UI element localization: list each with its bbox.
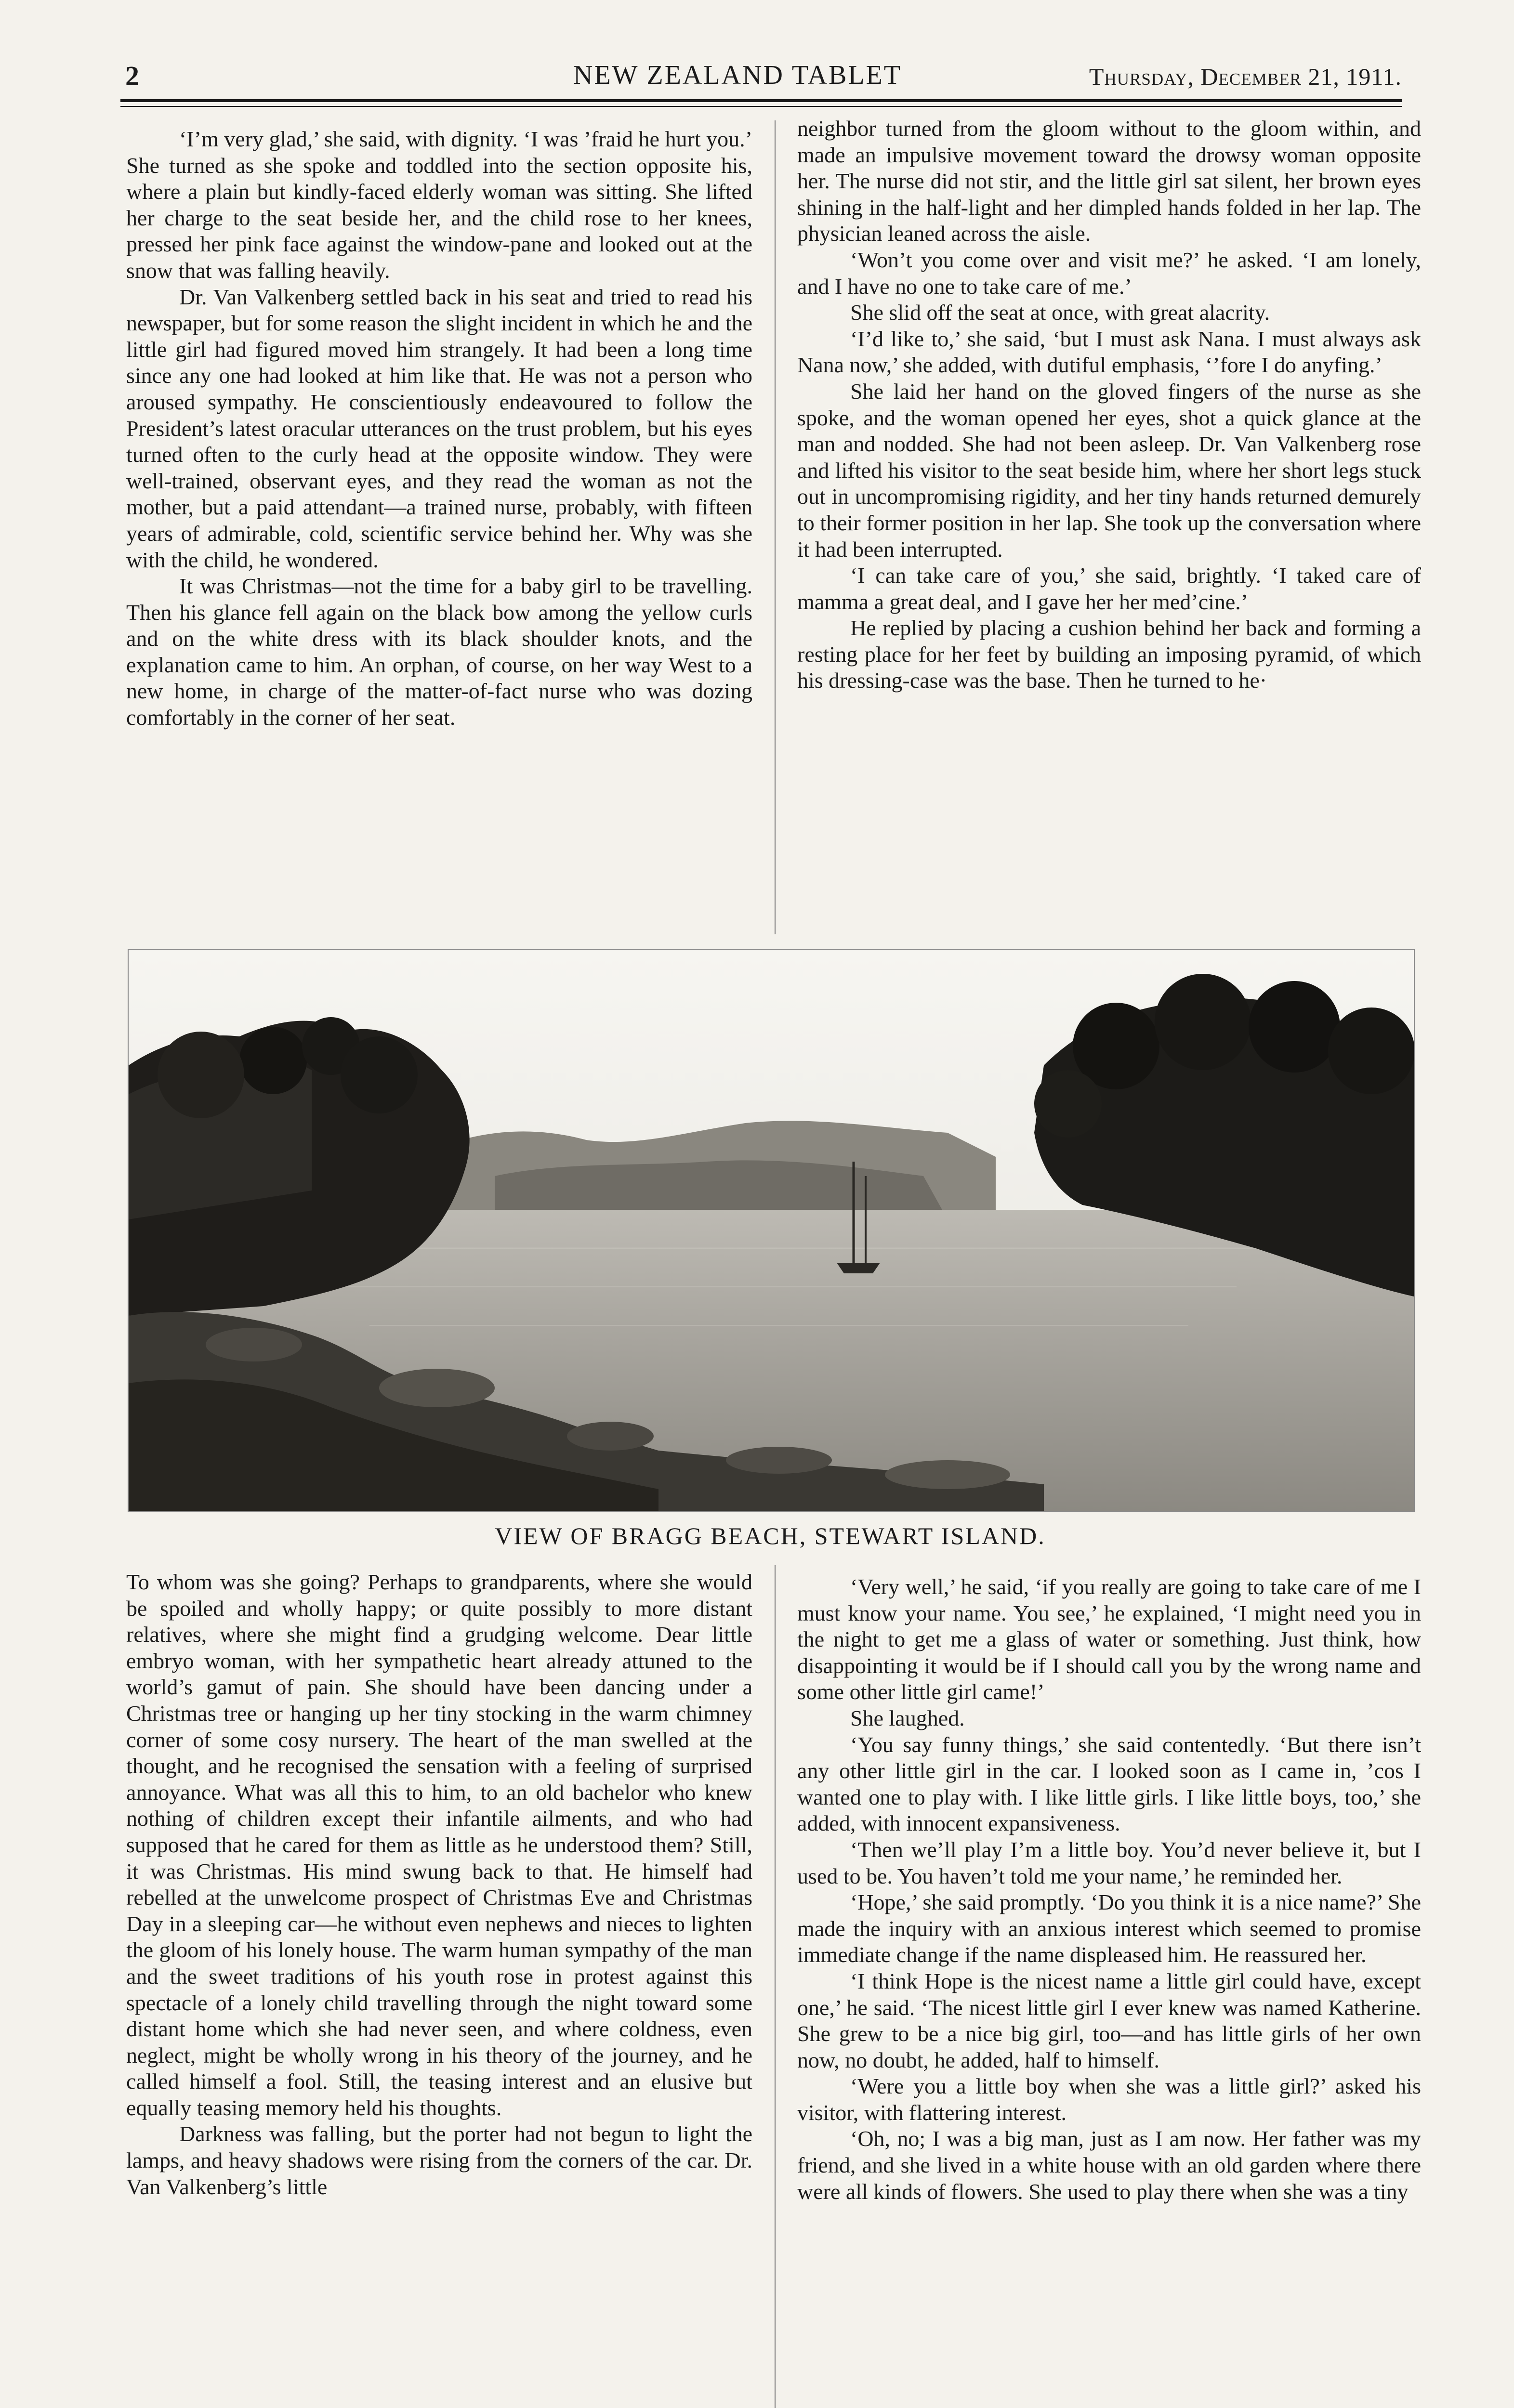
paragraph: Dr. Van Valkenberg settled back in his seat and tried to read his newspaper, but for some reason the slight incident in which he and the little girl had figured moved him strangely. It had been a long time since any one had looked at him like that. He was not a person who aroused sympathy. He conscientiously endeavoured to follow the President’s latest oracular utterances on the trust problem, but his eyes turned often to the curly head at the opposite window. They were well-trained, observant eyes, and they read the woman as not the mother, but a paid attendant—a trained nurse, probably, with fifteen years of admirable, cold, scientific service behind her. Why was she with the child, he wondered. bbox=[126, 284, 752, 572]
column-divider bbox=[775, 120, 776, 934]
paragraph: ‘I’m very glad,’ she said, with dignity. ‘I was ’fraid he hurt you.’ She turned as she spoke and toddled into the section opposite his, where a plain but kindly-faced elderly woman was sitting. She lifted her charge to the seat beside her, and the child rose to her knees, pressed her pink face against the window-pane and looked out at the snow that was falling heavily. bbox=[126, 127, 752, 283]
column-bottom-left bbox=[126, 1569, 752, 2200]
paragraph: She laid her hand on the gloved fingers of the nurse as she spoke, and the woman opened her eyes, shot a quick glance at the man and nodded. She had not been asleep. Dr. Van Valkenberg rose and lifted his visitor to the seat beside him, where her short legs stuck out in uncompromising rigidity, and her tiny hands returned demurely to their former position in her lap. She took up the conversation where it had been interrupted. bbox=[797, 379, 1421, 562]
header-rule bbox=[120, 99, 1402, 102]
paragraph: She slid off the seat at once, with great alacrity. bbox=[850, 300, 1270, 325]
page-header bbox=[120, 57, 1402, 95]
column-bottom-right bbox=[797, 1574, 1421, 2205]
column-top-right bbox=[797, 116, 1421, 694]
paragraph: ‘Were you a little boy when she was a little girl?’ asked his visitor, with flattering interest. bbox=[797, 2074, 1421, 2125]
landscape-photo bbox=[128, 949, 1415, 1512]
column-divider bbox=[775, 1565, 776, 2408]
publication-title: NEW ZEALAND TABLET bbox=[573, 60, 902, 90]
paragraph: ‘Then we’ll play I’m a little boy. You’d never believe it, but I used to be. You haven’t told me your name,’ he reminded her. bbox=[797, 1837, 1421, 1888]
paragraph: ‘Oh, no; I was a big man, just as I am now. Her father was my friend, and she lived in a white house with an old garden where there were all kinds of flowers. She used to play there when she was a tiny bbox=[797, 2126, 1421, 2204]
header-rule-thin bbox=[120, 106, 1402, 107]
issue-date: Thursday, December 21, 1911. bbox=[1089, 63, 1402, 90]
photo-caption: VIEW OF BRAGG BEACH, STEWART ISLAND. bbox=[495, 1522, 1046, 1549]
column-top-left bbox=[126, 126, 752, 731]
paragraph: ‘Hope,’ she said promptly. ‘Do you think it is a nice name?’ She made the inquiry with an anxious interest which seemed to promise immediate change if the name displeased him. He reassured her. bbox=[797, 1890, 1421, 1967]
paragraph: ‘Won’t you come over and visit me?’ he asked. ‘I am lonely, and I have no one to take care of me.’ bbox=[797, 247, 1421, 299]
paragraph: ‘I can take care of you,’ she said, brightly. ‘I taked care of mamma a great deal, and I gave her her med’cine.’ bbox=[797, 563, 1421, 614]
paragraph: ‘I’d like to,’ she said, ‘but I must ask Nana. I must always ask Nana now,’ she added, with dutiful emphasis, ‘’fore I do anyfing.’ bbox=[797, 326, 1421, 378]
paragraph: ‘I think Hope is the nicest name a little girl could have, except one,’ he said. ‘The nicest little girl I ever knew was named Katherine. She grew to be a nice big girl, too—and has little girls of her own now, no doubt, he added, half to himself. bbox=[797, 1968, 1421, 2072]
paragraph: neighbor turned from the gloom without to the gloom within, and made an impulsive movement toward the drowsy woman opposite her. The nurse did not stir, and the little girl sat silent, her brown eyes shining in the half-light and her dimpled hands folded in her lap. The physician leaned across the aisle. bbox=[797, 116, 1421, 246]
page-number: 2 bbox=[125, 60, 139, 92]
paragraph: To whom was she going? Perhaps to grandparents, where she would be spoiled and wholly happy; or quite possibly to more distant relatives, where she might find a grudging welcome. Dear little embryo woman, with her sympathetic heart already attuned to the world’s gamut of pain. She should have been dancing under a Christmas tree or hanging up her tiny stocking in the warm chimney corner of some cosy nursery. The heart of the man swelled at the thought, and he recognised the sensation with a feeling of surprised annoyance. What was all this to him, to an old bachelor who knew nothing of children except their infantile ailments, and who had supposed that he cared for them as little as he understood them? Still, it was Christmas. His mind swung back to that. He himself had rebelled at the unwelcome prospect of Christmas Eve and Christmas Day in a sleeping car—he without even nephews and nieces to lighten the gloom of his lonely house. The warm human sympathy of the man and the sweet traditions of his youth rose in protest against this spectacle of a lonely child travelling through the night toward some distant home which she had never seen, and where coldness, even neglect, might be wholly wrong in his theory of the journey, and he called himself a fool. Still, the teasing interest and an elusive but equally teasing memory held his thoughts. bbox=[126, 1570, 752, 2120]
paragraph: ‘Very well,’ he said, ‘if you really are going to take care of me I must know your name. You see,’ he explained, ‘I might need you in the night to get me a glass of water or something. Just think, how disappointing it would be if I should call you by the wrong name and some other little girl came!’ bbox=[797, 1574, 1421, 1704]
paragraph: Darkness was falling, but the porter had not begun to light the lamps, and heavy shadows were rising from the corners of the car. Dr. Van Valkenberg’s little bbox=[126, 2121, 752, 2199]
paragraph: He replied by placing a cushion behind her back and forming a resting place for her feet by building an imposing pyramid, of which his dressing-case was the base. Then he turned to he· bbox=[797, 615, 1421, 693]
paragraph: She laughed. bbox=[850, 1705, 965, 1730]
paragraph: ‘You say funny things,’ she said contentedly. ‘But there isn’t any other little girl in the car. I looked soon as I came in, ’cos I wanted one to play with. I like little girls. I like little boys, too,’ she added, with innocent expansiveness. bbox=[797, 1732, 1421, 1836]
paragraph: It was Christmas—not the time for a baby girl to be travelling. Then his glance fell again on the black bow among the yellow curls and on the white dress with its black shoulder knots, and the explanation came to him. An orphan, of course, on her way West to a new home, in charge of the matter-of-fact nurse who was dozing comfortably in the corner of her seat. bbox=[126, 574, 752, 730]
